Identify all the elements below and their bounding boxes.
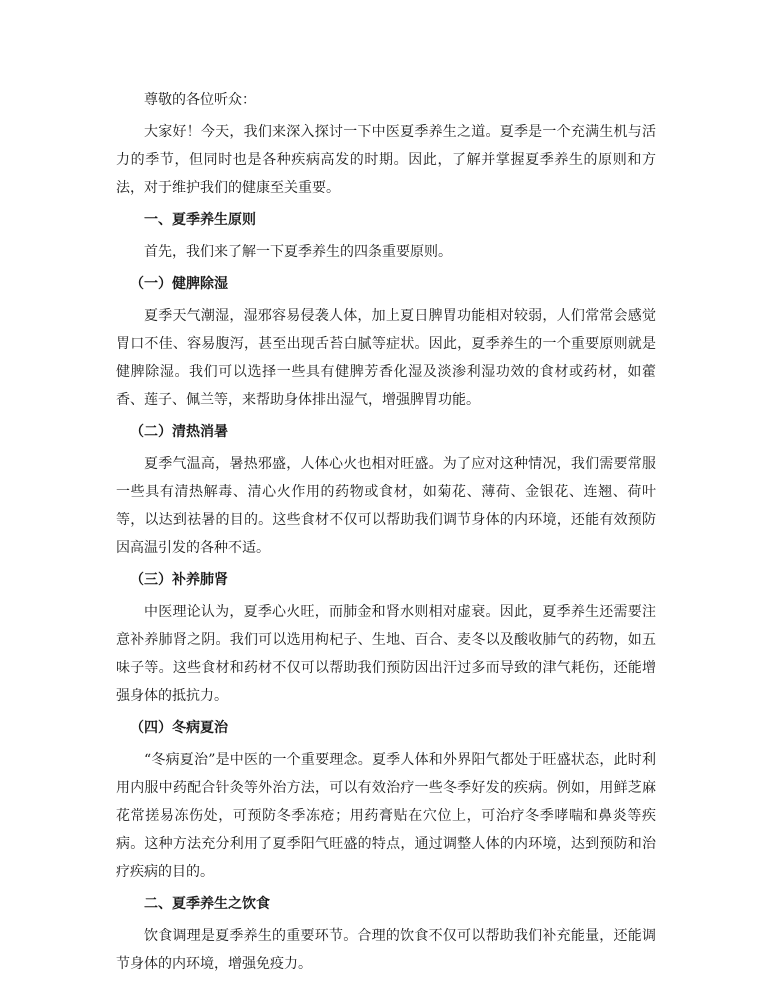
- document-body: [116, 86, 656, 982]
- intro-paragraph: 大家好！今天，我们来深入探讨一下中医夏季养生之道。夏季是一个充满生机与活力的季节，但同时也是各种疾病高发的时期。因此，了解并掌握夏季养生的原则和方法，对于维护我们的健康至关重要。: [116, 124, 656, 196]
- paragraph-winter-summer: “冬病夏治”是中医的一个重要理念。夏季人体和外界阳气都处于旺盛状态，此时利用内服中药配合针灸等外治方法，可以有效治疗一些冬季好发的疾病。例如，用鲜芝麻花常搓易冻伤处，可预防冬季冻疮；用药膏贴在穴位上，可治疗冬季哮喘和鼻炎等疾病。这种方法充分利用了夏季阳气旺盛的特点，通过调整人体的内环境，达到预防和治疗疾病的目的。: [116, 752, 656, 880]
- subheading-lung-kidney: （三）补养肺肾: [130, 572, 228, 588]
- greeting: 尊敬的各位听众：: [144, 92, 256, 108]
- paragraph-lung-kidney: 中医理论认为，夏季心火旺，而肺金和肾水则相对虚衰。因此，夏季养生还需要注意补养肺肾之阴。我们可以选用枸杞子、生地、百合、麦冬以及酸收肺气的药物，如五味子等。这些食材和药材不仅可以帮助我们预防因出汗过多而导致的津气耗伤，还能增强身体的抵抗力。: [116, 604, 656, 704]
- subheading-winter-summer: （四）冬病夏治: [130, 720, 228, 736]
- paragraph-spleen-damp: 夏季天气潮湿，湿邪容易侵袭人体，加上夏日脾胃功能相对较弱，人们常常会感觉胃口不佳、容易腹泻，甚至出现舌苔白腻等症状。因此，夏季养生的一个重要原则就是健脾除湿。我们可以选择一些具有健脾芳香化湿及淡渗利湿功效的食材或药材，如藿香、莲子、佩兰等，来帮助身体排出湿气，增强脾胃功能。: [116, 308, 656, 408]
- paragraph-clear-heat: 夏季气温高，暑热邪盛，人体心火也相对旺盛。为了应对这种情况，我们需要常服一些具有清热解毒、清心火作用的药物或食材，如菊花、薄荷、金银花、连翘、荷叶等，以达到祛暑的目的。这些食材不仅可以帮助我们调节身体的内环境，还能有效预防因高温引发的各种不适。: [116, 456, 656, 556]
- section-heading-diet: 二、夏季养生之饮食: [144, 896, 270, 912]
- section-heading-principles: 一、夏季养生原则: [144, 212, 256, 228]
- principles-intro: 首先，我们来了解一下夏季养生的四条重要原则。: [144, 244, 452, 260]
- subheading-spleen-damp: （一）健脾除湿: [130, 276, 228, 292]
- subheading-clear-heat: （二）清热消暑: [130, 424, 228, 440]
- diet-intro: 饮食调理是夏季养生的重要环节。合理的饮食不仅可以帮助我们补充能量，还能调节身体的内环境，增强免疫力。: [116, 928, 656, 972]
